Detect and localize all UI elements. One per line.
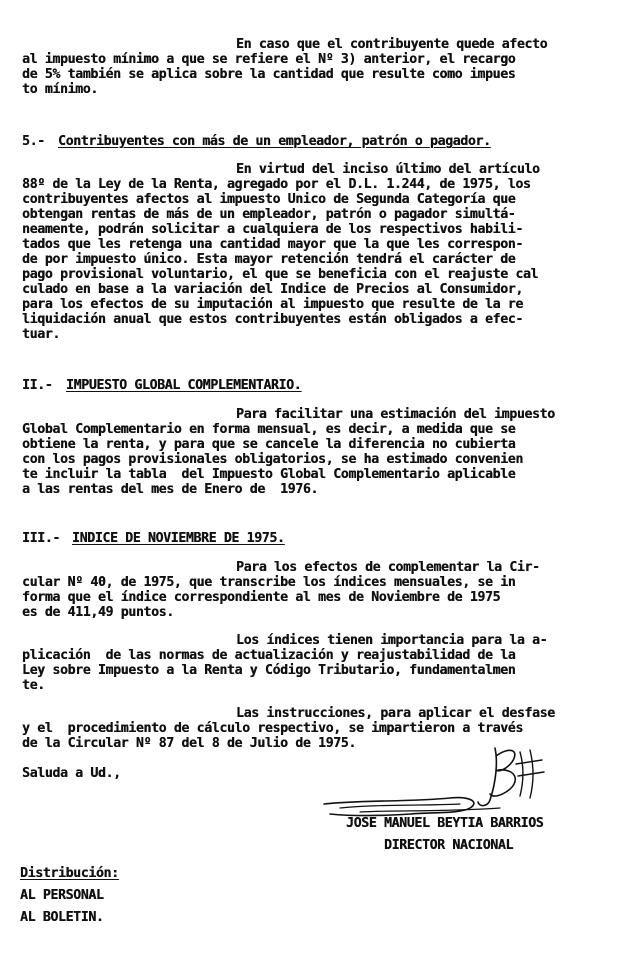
sectionIII-number: III.-: [22, 531, 60, 546]
signatory-name: JOSE MANUEL BEYTIA BARRIOS: [346, 816, 544, 831]
section5-line: 88º de la Ley de la Renta, agregado por el D.L. 1.244, de 1975, los: [22, 177, 531, 192]
intro-line-4: to mínimo.: [22, 82, 98, 97]
sectionII-title: IMPUESTO GLOBAL COMPLEMENTARIO.: [66, 378, 302, 393]
section5-line: pago provisional voluntario, el que se beneficia con el reajuste cal: [22, 267, 539, 282]
section5-number: 5.-: [22, 134, 45, 149]
signatory-position: DIRECTOR NACIONAL: [384, 838, 514, 853]
section5-line: neamente, podrán solicitar a cualquiera de los respectivos habili-: [22, 222, 523, 237]
sectionIII-title: INDICE DE NOVIEMBRE DE 1975.: [72, 531, 285, 546]
section5-line: liquidación anual que estos contribuyentes están obligados a efec-: [22, 312, 523, 327]
sectionIII-para3-line: de la Circular Nº 87 del 8 de Julio de 1975.: [22, 736, 356, 751]
section5-line: tuar.: [22, 327, 60, 342]
sectionIII-para2-line: Ley sobre Impuesto a la Renta y Código Tributario, fundamentalmen: [22, 663, 516, 678]
section5-line: de por impuesto único. Esta mayor retención tendrá el carácter de: [22, 252, 516, 267]
distribution-label: Distribución:: [20, 866, 119, 881]
sectionIII-para1-line: cular Nº 40, de 1975, que transcribe los índices mensuales, se in: [22, 575, 516, 590]
section5-line: culado en base a la variación del Indice de Precios al Consumidor,: [22, 282, 523, 297]
sectionIII-para3-line: Las instrucciones, para aplicar el desfase: [236, 706, 555, 721]
sectionII-line: Para facilitar una estimación del impuesto: [236, 407, 555, 422]
sectionIII-para2-line: plicación de las normas de actualización y reajustabilidad de la: [22, 648, 516, 663]
sectionIII-para2-line: te.: [22, 678, 45, 693]
intro-line-1: En caso que el contribuyente quede afecto: [236, 37, 548, 52]
closing-salutation: Saluda a Ud.,: [22, 766, 121, 781]
sectionIII-para1-line: es de 411,49 puntos.: [22, 605, 174, 620]
sectionII-line: con los pagos provisionales obligatorios, se ha estimado convenien: [22, 452, 523, 467]
sectionII-line: obtiene la renta, y para que se cancele la diferencia no cubierta: [22, 437, 516, 452]
handwritten-signature: [320, 742, 580, 822]
distribution-item: AL BOLETIN.: [20, 910, 104, 925]
section5-line: obtengan rentas de más de un empleador, patrón o pagador simultá-: [22, 207, 516, 222]
sectionIII-para1-line: forma que el índice correspondiente al mes de Noviembre de 1975: [22, 590, 501, 605]
sectionII-line: te incluir la tabla del Impuesto Global Complementario aplicable: [22, 467, 516, 482]
section5-line: En virtud del inciso último del artículo: [236, 162, 540, 177]
sectionII-line: a las rentas del mes de Enero de 1976.: [22, 482, 318, 497]
sectionIII-para1-line: Para los efectos de complementar la Cir-: [236, 560, 540, 575]
sectionIII-para2-line: Los índices tienen importancia para la a-: [236, 633, 548, 648]
sectionII-number: II.-: [22, 378, 53, 393]
section5-line: para los efectos de su imputación al impuesto que resulte de la re: [22, 297, 523, 312]
intro-line-2: al impuesto mínimo a que se refiere el Nº 3) anterior, el recargo: [22, 52, 516, 67]
distribution-item: AL PERSONAL: [20, 888, 104, 903]
section5-line: contribuyentes afectos al impuesto Unico de Segunda Categoría que: [22, 192, 516, 207]
section5-line: tados que les retenga una cantidad mayor que la que les correspon-: [22, 237, 523, 252]
intro-line-3: de 5% también se aplica sobre la cantidad que resulte como impues: [22, 67, 516, 82]
sectionIII-para3-line: y el procedimiento de cálculo respectivo, se impartieron a través: [22, 721, 523, 736]
section5-title: Contribuyentes con más de un empleador, patrón o pagador.: [58, 134, 491, 149]
sectionII-line: Global Complementario en forma mensual, es decir, a medida que se: [22, 422, 516, 437]
